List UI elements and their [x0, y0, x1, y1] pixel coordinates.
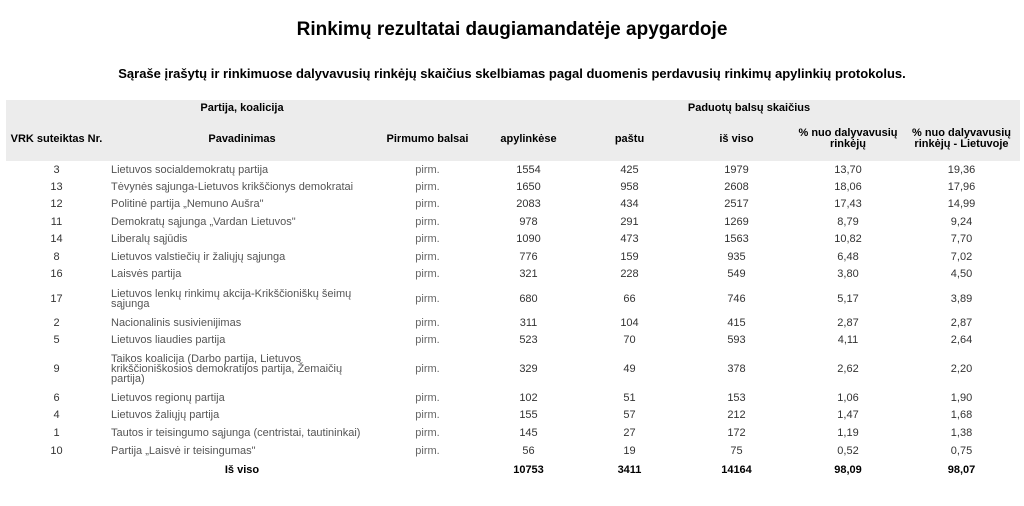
cell-party-name: Demokratų sąjunga „Vardan Lietuvos"	[111, 215, 296, 228]
header-col-name: Pavadinimas	[208, 132, 276, 145]
cell-percent-lt: 2,87	[950, 316, 973, 329]
cell-party-name: Lietuvos regionų partija	[111, 391, 225, 404]
cell-percent: 13,70	[834, 163, 862, 176]
cell-party-name: Lietuvos socialdemokratų partija	[111, 163, 269, 176]
results-table	[6, 100, 1020, 480]
table-row	[6, 265, 1020, 283]
cell-polling-stations: 102	[519, 391, 538, 404]
cell-total: 2608	[724, 180, 749, 193]
cell-total: 593	[727, 334, 746, 346]
totals-cell-total: 14164	[721, 464, 752, 476]
cell-by-post: 104	[620, 316, 639, 329]
header-col-preference: Pirmumo balsai	[386, 132, 469, 145]
cell-percent: 1,47	[837, 409, 859, 421]
cell-percent-lt: 19,36	[947, 163, 976, 176]
cell-nr: 4	[53, 409, 60, 421]
totals-blank	[377, 460, 478, 480]
cell-percent: 6,48	[837, 250, 859, 263]
cell-total: 1979	[724, 163, 749, 176]
cell-percent-lt: 4,50	[950, 268, 973, 280]
cell-percent: 18,06	[834, 180, 862, 193]
cell-nr: 2	[53, 316, 60, 329]
cell-percent-lt: 17,96	[947, 180, 976, 193]
cell-polling-stations: 2083	[516, 198, 541, 210]
totals-row	[6, 460, 1020, 480]
cell-polling-stations: 155	[519, 409, 538, 421]
cell-nr: 9	[53, 363, 60, 375]
cell-polling-stations: 680	[519, 292, 538, 305]
cell-nr: 17	[50, 292, 63, 305]
cell-nr: 13	[50, 180, 63, 193]
header-group-votes: Paduotų balsų skaičius	[687, 102, 811, 114]
preference-votes-link[interactable]: pirm.	[415, 268, 440, 280]
cell-by-post: 291	[620, 215, 639, 228]
totals-label: Iš viso	[224, 464, 260, 476]
cell-percent-lt: 1,90	[950, 391, 973, 404]
preference-votes-link[interactable]: pirm.	[415, 198, 440, 210]
cell-party-name: Taikos koalicija (Darbo partija, Lietuvos krikščioniškosios demokratijos partija, Žemaičių partija)	[111, 353, 343, 385]
cell-party-name: Lietuvos žaliųjų partija	[111, 409, 220, 421]
table-row	[6, 230, 1020, 248]
cell-total: 935	[727, 250, 746, 263]
cell-party-name: Lietuvos valstiečių ir žaliųjų sąjunga	[111, 250, 286, 263]
cell-by-post: 51	[623, 391, 636, 404]
cell-nr: 8	[53, 250, 60, 263]
preference-votes-link[interactable]: pirm.	[415, 334, 440, 346]
cell-percent-lt: 0,75	[950, 445, 973, 457]
cell-nr: 14	[50, 233, 63, 245]
cell-total: 415	[727, 316, 746, 329]
cell-percent-lt: 2,64	[950, 334, 973, 346]
cell-by-post: 228	[620, 268, 639, 280]
cell-percent: 5,17	[837, 292, 859, 305]
table-row	[6, 283, 1020, 314]
cell-by-post: 66	[623, 292, 636, 305]
totals-cell-pct-lt: 98,07	[947, 464, 976, 476]
totals-cell-apyl: 10753	[513, 464, 544, 476]
preference-votes-link[interactable]: pirm.	[415, 215, 440, 228]
preference-votes-link[interactable]: pirm.	[415, 391, 440, 404]
preference-votes-link[interactable]: pirm.	[415, 363, 440, 375]
cell-by-post: 425	[620, 163, 639, 176]
cell-nr: 6	[53, 391, 60, 404]
cell-percent-lt: 1,68	[950, 409, 973, 421]
cell-by-post: 958	[620, 180, 639, 193]
cell-percent-lt: 9,24	[950, 215, 973, 228]
cell-total: 378	[727, 363, 746, 375]
table-header	[6, 100, 1020, 161]
cell-percent-lt: 7,70	[950, 233, 973, 245]
cell-party-name: Politinė partija „Nemuno Aušra"	[111, 198, 264, 210]
preference-votes-link[interactable]: pirm.	[415, 292, 440, 305]
preference-votes-link[interactable]: pirm.	[415, 409, 440, 421]
cell-party-name: Tėvynės sąjunga-Lietuvos krikščionys demokratai	[111, 180, 354, 193]
table-row	[6, 213, 1020, 230]
cell-polling-stations: 523	[519, 334, 538, 346]
table-row	[6, 178, 1020, 195]
cell-nr: 16	[50, 268, 63, 280]
cell-party-name: Lietuvos lenkų rinkimų akcija-Krikščioniškų šeimų sąjunga	[111, 287, 352, 310]
header-group-party: Partija, koalicija	[200, 102, 284, 114]
cell-percent: 10,82	[834, 233, 862, 245]
table-row	[6, 406, 1020, 424]
cell-party-name: Partija „Laisvė ir teisingumas"	[111, 445, 256, 457]
cell-polling-stations: 1090	[516, 233, 541, 245]
cell-nr: 3	[53, 163, 60, 176]
header-col-by-post: paštu	[614, 132, 645, 145]
cell-percent: 3,80	[837, 268, 859, 280]
cell-by-post: 70	[623, 334, 636, 346]
cell-by-post: 434	[620, 198, 639, 210]
cell-total: 1563	[724, 233, 749, 245]
cell-polling-stations: 311	[519, 316, 538, 329]
cell-by-post: 19	[623, 445, 636, 457]
cell-total: 746	[727, 292, 746, 305]
preference-votes-link[interactable]: pirm.	[415, 180, 440, 193]
header-col-total: iš viso	[719, 132, 754, 145]
cell-percent: 8,79	[837, 215, 859, 228]
cell-percent: 17,43	[834, 198, 862, 210]
cell-party-name: Lietuvos liaudies partija	[111, 334, 226, 346]
preference-votes-link[interactable]: pirm.	[415, 163, 440, 176]
page-subtitle: Sąraše įrašytų ir rinkimuose dalyvavusių rinkėjų skaičius skelbiamas pagal duomenis perdavusių rinkimų apylinkių protokolus.	[118, 66, 906, 81]
cell-total: 75	[730, 445, 743, 457]
table-row	[6, 389, 1020, 406]
preference-votes-link[interactable]: pirm.	[415, 316, 440, 329]
cell-percent-lt: 14,99	[947, 198, 976, 210]
table-body	[6, 161, 1020, 480]
cell-total: 2517	[724, 198, 749, 210]
cell-nr: 10	[50, 445, 63, 457]
table-row	[6, 424, 1020, 442]
cell-total: 172	[727, 427, 746, 439]
cell-party-name: Tautos ir teisingumo sąjunga (centristai, tautininkai)	[111, 427, 361, 439]
table-row	[6, 314, 1020, 331]
cell-polling-stations: 145	[519, 427, 538, 439]
cell-party-name: Nacionalinis susivienijimas	[111, 316, 242, 329]
cell-polling-stations: 978	[519, 215, 538, 228]
header-col-percent-lt: % nuo dalyvavusių rinkėjų - Lietuvoje	[911, 127, 1012, 150]
cell-by-post: 57	[623, 409, 636, 421]
cell-polling-stations: 329	[519, 363, 538, 375]
cell-party-name: Laisvės partija	[111, 268, 182, 280]
cell-total: 1269	[724, 215, 749, 228]
cell-total: 153	[727, 391, 746, 404]
cell-percent-lt: 2,20	[950, 363, 973, 375]
totals-cell-pct: 98,09	[834, 464, 862, 476]
cell-percent: 2,62	[837, 363, 859, 375]
cell-percent: 4,11	[837, 334, 859, 346]
preference-votes-link[interactable]: pirm.	[415, 427, 440, 439]
cell-polling-stations: 1554	[516, 163, 541, 176]
cell-nr: 5	[53, 334, 60, 346]
cell-percent: 2,87	[837, 316, 859, 329]
cell-percent: 1,19	[837, 427, 859, 439]
cell-polling-stations: 1650	[516, 180, 541, 193]
header-col-polling-stations: apylinkėse	[500, 132, 557, 145]
cell-by-post: 27	[623, 427, 636, 439]
cell-percent: 0,52	[837, 445, 859, 457]
cell-polling-stations: 776	[519, 250, 538, 263]
table-row	[6, 331, 1020, 349]
cell-nr: 11	[50, 215, 63, 228]
cell-percent-lt: 3,89	[950, 292, 973, 305]
preference-votes-link[interactable]: pirm.	[415, 250, 440, 263]
cell-nr: 12	[50, 198, 63, 210]
cell-percent-lt: 1,38	[950, 427, 973, 439]
cell-by-post: 473	[620, 233, 639, 245]
table-row	[6, 161, 1020, 178]
cell-total: 212	[727, 409, 746, 421]
header-col-nr: VRK suteiktas Nr.	[10, 132, 103, 145]
totals-cell-pastu: 3411	[617, 464, 642, 476]
cell-polling-stations: 56	[522, 445, 535, 457]
cell-percent: 1,06	[837, 391, 859, 404]
header-col-percent: % nuo dalyvavusių rinkėjų	[798, 127, 898, 150]
cell-percent-lt: 7,02	[950, 250, 973, 263]
preference-votes-link[interactable]: pirm.	[415, 233, 440, 245]
cell-total: 549	[727, 268, 746, 280]
cell-party-name: Liberalų sąjūdis	[111, 233, 188, 245]
table-row	[6, 442, 1020, 460]
cell-nr: 1	[53, 427, 60, 439]
cell-by-post: 159	[620, 250, 639, 263]
totals-spacer	[6, 460, 107, 480]
cell-by-post: 49	[623, 363, 636, 375]
table-row	[6, 349, 1020, 389]
cell-polling-stations: 321	[519, 268, 538, 280]
table-row	[6, 195, 1020, 213]
preference-votes-link[interactable]: pirm.	[415, 445, 440, 457]
table-row	[6, 248, 1020, 265]
page-title: Rinkimų rezultatai daugiamandatėje apygardoje	[296, 19, 728, 40]
